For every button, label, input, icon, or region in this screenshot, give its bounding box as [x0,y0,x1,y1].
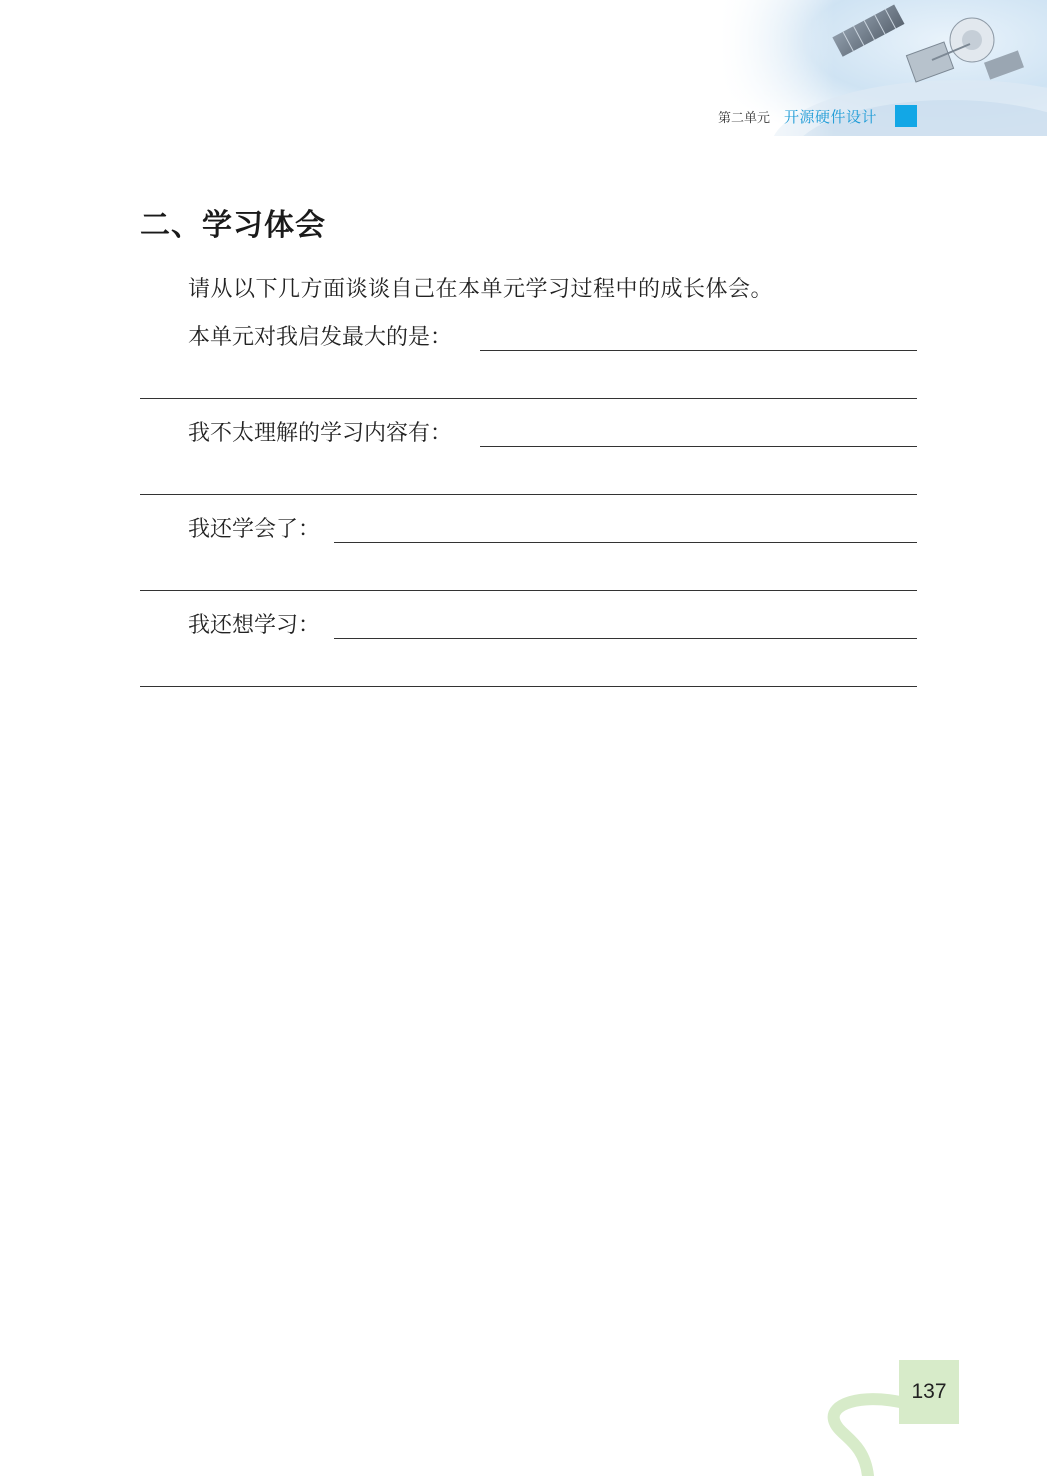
prompt-label-also-learned: 我还学会了： [188,517,321,542]
unit-title: 开源硬件设计 [784,107,878,126]
prompt-label-want-to-learn: 我还想学习： [188,613,321,638]
section-title: 二、学习体会 [140,208,326,243]
answer-line-want-to-learn-continued[interactable] [140,686,917,687]
prompt-label-not-understood: 我不太理解的学习内容有： [188,421,453,446]
prompt-label-inspiration: 本单元对我启发最大的是： [188,325,453,350]
unit-label: 第二单元 [718,110,771,126]
section-intro: 请从以下几方面谈谈自己在本单元学习过程中的成长体会。 [188,277,774,302]
answer-line-also-learned-continued[interactable] [140,590,917,591]
answer-line-want-to-learn[interactable] [334,638,917,639]
running-header [718,104,917,128]
page-number: 137 [899,1360,959,1424]
answer-line-inspiration-continued[interactable] [140,398,917,399]
answer-line-inspiration[interactable] [480,350,917,351]
answer-line-not-understood[interactable] [480,446,917,447]
answer-line-not-understood-continued[interactable] [140,494,917,495]
answer-line-also-learned[interactable] [334,542,917,543]
unit-marker-square [895,105,917,127]
